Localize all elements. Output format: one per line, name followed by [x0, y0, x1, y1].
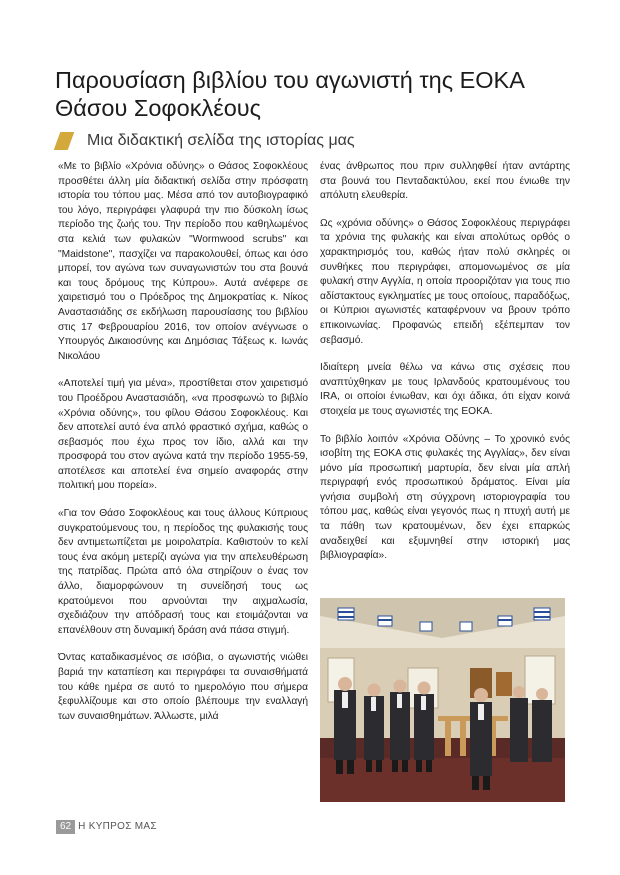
- paragraph: Όντας καταδικασμένος σε ισόβια, ο αγωνιστής νιώθει βαριά την καταπίεση και περιγράφει τα συναισθήματά του κάθε ημέρα σε αυτό το ημερολόγιο που σήμερα ξεφυλλίζουμε και στο οποίο βλέπουμε την εναλλαγή των συναισθημάτων. Άλλωστε, μιλά: [58, 652, 308, 722]
- paragraph: «Με το βιβλίο «Χρόνια οδύνης» ο Θάσος Σοφοκλέους προσθέτει άλλη μία διδακτική σελίδα στην πρόσφατη ιστορία του τόπου μας. Μέσα από τον αυτοβιογραφικό του λόγο, περιγράφει γλαφυρά την πιο δύσκολη ίσως περίοδο της ζωής του. Την περίοδο που καθηλωμένος στα κελιά των φυλακών "Wormwood scrubs" και "Maidstone", πασχίζει να παρακολουθεί, όπως και όσο μπορεί, τον αγώνα των συναγωνιστών του στα βουνά και τους δρόμους της Κύπρου». Αυτά ανέφερε σε χαιρετισμό του ο Πρόεδρος της Δημοκρατίας κ. Νίκος Αναστασιάδης σε εκδήλωση παρουσίασης του βιβλίου στις 17 Φεβρουαρίου 2016, τον οποίον ανέγνωσε ο Υπουργός Δικαιοσύνης και Δημόσιας Τάξεως κ. Ιωνάς Νικολάου: [58, 161, 308, 362]
- paragraph: Ιδιαίτερη μνεία θέλω να κάνω στις σχέσεις που αναπτύχθηκαν με τους Ιρλανδούς κρατουμένους του IRA, οι οποίοι ένιωθαν, και όχι άδικα, ότι είχαν κοινά στοιχεία με τους αγωνιστές της ΕΟΚΑ.: [320, 362, 570, 417]
- magazine-name: Η ΚΥΠΡΟΣ ΜΑΣ: [78, 821, 157, 832]
- article-subtitle: Μια διδακτική σελίδα της ιστορίας μας: [87, 132, 355, 149]
- paragraph: «Αποτελεί τιμή για μένα», προστίθεται στον χαιρετισμό του Προέδρου Αναστασιάδη, «να προσφωνώ το βιβλίο «Χρόνια οδύνης», του φίλου Θάσου Σοφοκλέους. Και δεν αποτελεί αυτό ένα απλό φραστικό σχήμα, καθώς ο σεβασμός που έχω προς τον ίδιο, αλλά και την προσφορά του στον αγώνα κατά την περίοδο 1955-59, αποτέλεσε και αποτελεί ένα σημείο αναφοράς στην πολιτική μου πορεία».: [58, 378, 308, 492]
- paragraph: ένας άνθρωπος που πριν συλληφθεί ήταν αντάρτης στα βουνά του Πενταδακτύλου, εκεί που ένιωθε την απόλυτη ελευθερία.: [320, 161, 570, 202]
- paragraph: Το βιβλίο λοιπόν «Χρόνια Οδύνης – Το χρονικό ενός ισοβίτη της ΕΟΚΑ στις φυλακές της Αγγλίας», δεν είναι μόνο μία προσωπική μαρτυρία, δεν είναι μία απλή περιγραφή ενός προσωπικού δράματος. Είναι μία γνήσια συμβολή στη σύγχρονη ιστοριογραφία του τόπου μας, καθώς είναι γεγονός πως η πτυχή αυτή με τα πάθη των κρατουμένων, δεν έχει επαρκώς αναδειχθεί και εξυμνηθεί στην ιστορική μας βιβλιογραφία».: [320, 433, 570, 562]
- event-photo: [320, 598, 565, 802]
- paragraph: Ως «χρόνια οδύνης» ο Θάσος Σοφοκλέους περιγράφει τα χρόνια της φυλακής και είναι απολύτως ορθός ο χαρακτηρισμός του, καθώς ήταν πολύ σκληρές οι συνθήκες που περιγράφει, απομονωμένος σε μία φυλακή στην Αγγλία, η οποία προοριζόταν για τους πιο αδίστακτους εγκληματίες με τους οποίους, παραδόξως, οι Κύπριοι αγωνιστές καταφέρνουν να βρουν τρόπο επικοινωνίας. Προφανώς επειδή εξέπεμπαν τον σεβασμό.: [320, 217, 570, 346]
- page-footer: [56, 820, 157, 834]
- paragraph: «Για τον Θάσο Σοφοκλέους και τους άλλους Κύπριους συγκρατούμενους του, η περίοδος της φυλακισής τους δεν αντιμετωπίζεται με μοιρολατρία. Καθιστούν το κελί τους ένα ακόμη μετερίζι αγώνα για την απελευθέρωση της πατρίδας. Πρώτα από όλα στηρίζουν ο ένας τον άλλο, διαμορφώνουν τη συνείδησή τους ως κρατούμενοι που αρνούνται την αιχμαλωσία, σχεδιάζουν την απόδρασή τους και ετοιμάζονται να επανέλθουν στη δυναμική δράση ανά πάσα στιγμή.: [58, 508, 308, 636]
- article-title: Παρουσίαση βιβλίου του αγωνιστή της ΕΟΚΑ Θάσου Σοφοκλέους: [55, 67, 524, 121]
- accent-slash-icon: [54, 132, 75, 150]
- left-column: [58, 160, 308, 737]
- right-column: [320, 160, 570, 577]
- page-number: 62: [56, 820, 75, 834]
